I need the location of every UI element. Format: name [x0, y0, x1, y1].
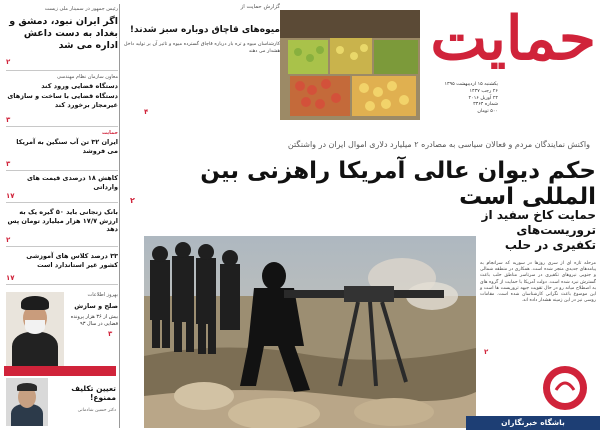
top-note: رئیس جمهور در سمینار ملی زیست — [44, 6, 118, 12]
fruit-illustration — [280, 10, 420, 120]
story-body: مرحله تازه ای از سری روزها در سوریه که سرانجام به پیامدهای جدیدی منجر شده است. همکاری در منطقه شمالی و جنوبی نیروهای تکفیری در سرتاسر مناطق حلب باعث گسترش نبرد شده است. دولت آمریکا با حمایت از گروه های به اصطلاح میانه رو در حال تقویت جبهه تروریست ها است و این موضوع باعث نگرانی کارشناسان شده است. مقامات روسی نیز در این زمینه هشدار داده اند. — [480, 261, 596, 304]
op-author: دکتر حسین شادمانی — [77, 408, 116, 413]
agency-bar[interactable]: باشگاه خبرنگاران — [466, 416, 600, 430]
fruit-stall-photo — [280, 10, 420, 120]
divider — [6, 126, 118, 127]
story2-kicker: معاون سازمان نظام مهندسی — [56, 74, 118, 80]
story2-body: دستگاه قضایی با ساخت و سازهای غیرمجاز برخورد کند — [7, 92, 118, 109]
story7-headline[interactable]: صلح و سازش — [74, 302, 118, 310]
lead-kicker: واکنش نمایندگان مردم و فعالان سیاسی به مصادره ۲ میلیارد دلاری اموال ایران در واشنگتن — [287, 140, 590, 149]
masthead — [422, 4, 598, 128]
date-line-1: یکشنبه ۱۵ اردیبهشت ۱۳۹۵ — [444, 82, 498, 87]
story5-page: ۲ — [6, 236, 11, 244]
divider — [6, 70, 118, 71]
divider — [6, 170, 118, 171]
portrait-photo — [6, 292, 64, 366]
logo[interactable]: حمایت — [430, 4, 596, 74]
op-headline[interactable]: تعیین تکلیف ممنوع! — [71, 384, 116, 402]
story7-page: ۳ — [108, 330, 113, 338]
price: ۵۰۰ تومان — [477, 109, 498, 115]
author-photo — [6, 378, 48, 426]
divider — [6, 202, 118, 203]
date-line-3: ۲۴ آوریل ۲۰۱۶ — [468, 95, 498, 101]
teaser-body: کارشناسان میوه و تره بار درباره قاچاق گسترده میوه و تاثیر آن بر تولید داخل هشدار می دهند — [124, 42, 280, 54]
story4-page: ۱۷ — [6, 192, 15, 200]
story6-headline[interactable]: ۳۳ درصد کلاس های آموزشی کشور غیر استاندارد است — [26, 252, 118, 269]
agency-logo-icon — [534, 360, 596, 418]
left-column — [4, 4, 120, 428]
issue-number: شماره ۳۳۶۴ — [473, 102, 498, 108]
main-photo — [144, 236, 476, 428]
story7-body: بیش از ۳۶ هزار پرونده قضایی در سال ۹۳ — [70, 314, 118, 327]
story1-headline[interactable]: اگر ایران نبود، دمشق و بغداد به دست داعش اداره می شد — [9, 16, 118, 51]
teaser-page: ۴ — [144, 108, 149, 116]
story-title[interactable]: حمایت کاخ سفید از تروریست‌های تکفیری در حلب — [481, 208, 596, 252]
story5-headline[interactable]: بانک زنجانی باید ۵۰ گیره یک به ارزش ۱۷/۷ هزار میلیارد تومان پس دهد — [7, 208, 118, 233]
lead-page: ۲ — [130, 196, 135, 205]
opinion-bar: یادداشت — [4, 366, 116, 376]
teaser-kicker: گزارش حمایت از — [240, 4, 280, 10]
date-line-2: ۲۶ رجب ۱۴۳۷ — [469, 88, 498, 94]
teaser-headline[interactable]: میوه‌های قاچاق دوباره سبز شدند! — [129, 25, 280, 35]
teaser-box — [124, 4, 280, 122]
story-page: ۲ — [484, 348, 489, 356]
story4-headline[interactable]: کاهش ۱۸ درصدی قیمت های وارداتی — [26, 174, 118, 191]
story2-page: ۳ — [6, 116, 11, 124]
lead-headline[interactable]: حکم دیوان عالی آمریکا راهزنی بین المللی است — [200, 158, 596, 210]
story2-headline[interactable]: دستگاه قضایی ورود کند — [41, 82, 118, 90]
fighters-illustration — [144, 236, 476, 428]
divider — [6, 246, 118, 247]
story3-headline[interactable]: ایران ۳۲ تن آب سنگین به آمریکا می فروشد — [16, 138, 118, 155]
story1-page: ۲ — [6, 58, 11, 66]
divider — [6, 284, 118, 285]
story3-kicker: حمایت — [101, 130, 118, 136]
agency-badge — [534, 360, 596, 418]
story3-page: ۳ — [6, 160, 11, 168]
story7-kicker: بهروز اطلاعات — [87, 292, 118, 298]
story6-page: ۱۷ — [6, 274, 15, 282]
